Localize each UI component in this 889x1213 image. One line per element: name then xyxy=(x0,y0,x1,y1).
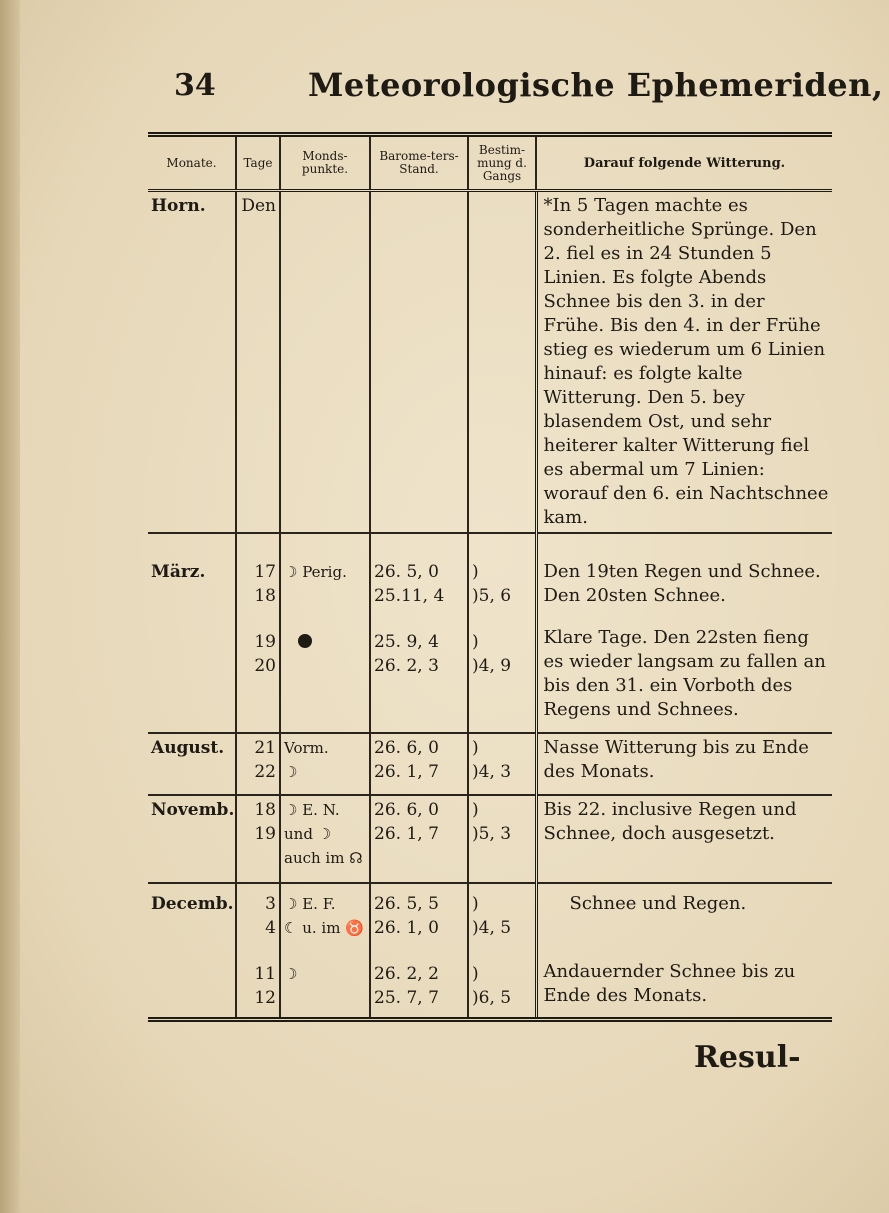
moon-cell xyxy=(280,191,370,534)
barometer-cell xyxy=(370,191,468,534)
barometer-cell: 26. 5, 0 25.11, 4 25. 9, 4 26. 2, 3 xyxy=(370,533,468,733)
table-row xyxy=(148,883,832,1019)
month-cell: Novemb. xyxy=(148,795,236,883)
moon-cell xyxy=(280,533,370,733)
month-cell: Horn. xyxy=(148,191,236,534)
col-header-barometer: Barome-ters-Stand. xyxy=(370,135,468,191)
table-row xyxy=(148,795,832,883)
col-header-weather: Darauf folgende Witterung. xyxy=(536,135,832,191)
day-cell: 18 19 xyxy=(236,795,280,883)
table-row xyxy=(148,733,832,795)
barometer-cell: 26. 5, 5 26. 1, 0 26. 2, 2 25. 7, 7 xyxy=(370,883,468,1019)
month-cell: Decemb. xyxy=(148,883,236,1019)
table-header-row xyxy=(148,135,832,191)
barometer-cell: 26. 6, 0 26. 1, 7 xyxy=(370,733,468,795)
course-cell: ) )4, 5 ) )6, 5 xyxy=(468,883,536,1019)
table-row xyxy=(148,533,832,733)
col-header-months: Monate. xyxy=(148,135,236,191)
day-cell: 21 22 xyxy=(236,733,280,795)
ephemeris-table xyxy=(148,132,832,1022)
day-cell: 17 18 19 20 xyxy=(236,533,280,733)
moon-phase-label: ☽ Perig. xyxy=(284,563,347,581)
weather-cell: *In 5 Tagen machte es sonderheitliche Sprünge. Den 2. fiel es in 24 Stunden 5 Linien. Es folgte Abends Schnee bis den 3. in der Frühe. Bis den 4. in der Frühe stieg es wiederum um 6 Linien hinauf: es folgte kalte Witterung. Den 5. bey blasendem Ost, und sehr heiterer kalter Witterung fiel es abermal um 7 Linien: worauf den 6. ein Nachtschnee kam. xyxy=(536,191,832,534)
day-cell: Den xyxy=(236,191,280,534)
col-header-moon-points: Monds-punkte. xyxy=(280,135,370,191)
catchword: Resul- xyxy=(694,1040,801,1075)
month-cell: März. xyxy=(148,533,236,733)
book-gutter xyxy=(0,0,20,1213)
running-title: Meteorologische Ephemeriden, xyxy=(308,66,884,104)
course-cell: ) )5, 6 ) )4, 9 xyxy=(468,533,536,733)
moon-cell: Vorm. ☽ xyxy=(280,733,370,795)
table-row xyxy=(148,191,832,534)
month-cell: August. xyxy=(148,733,236,795)
course-cell: ) )4, 3 xyxy=(468,733,536,795)
running-header xyxy=(170,62,884,112)
moon-cell: ☽ E. F. ☾ u. im ♉ ☽ xyxy=(280,883,370,1019)
full-moon-icon xyxy=(284,630,366,654)
day-cell: 3 4 11 12 xyxy=(236,883,280,1019)
course-cell: ) )5, 3 xyxy=(468,795,536,883)
page-number: 34 xyxy=(174,68,216,103)
col-header-days: Tage xyxy=(236,135,280,191)
weather-cell: Nasse Witterung bis zu Ende des Monats. xyxy=(536,733,832,795)
moon-cell: ☽ E. N. und ☽ auch im ☊ xyxy=(280,795,370,883)
barometer-cell: 26. 6, 0 26. 1, 7 xyxy=(370,795,468,883)
weather-cell: Bis 22. inclusive Regen und Schnee, doch ausgesetzt. xyxy=(536,795,832,883)
col-header-course: Bestim-mung d. Gangs xyxy=(468,135,536,191)
weather-cell: Den 19ten Regen und Schnee. Den 20sten Schnee. Klare Tage. Den 22sten fieng es wieder langsam zu fallen an bis den 31. ein Vorboth des Regens und Schnees. xyxy=(536,533,832,733)
weather-cell: Schnee und Regen. Andauernder Schnee bis zu Ende des Monats. xyxy=(536,883,832,1019)
course-cell xyxy=(468,191,536,534)
